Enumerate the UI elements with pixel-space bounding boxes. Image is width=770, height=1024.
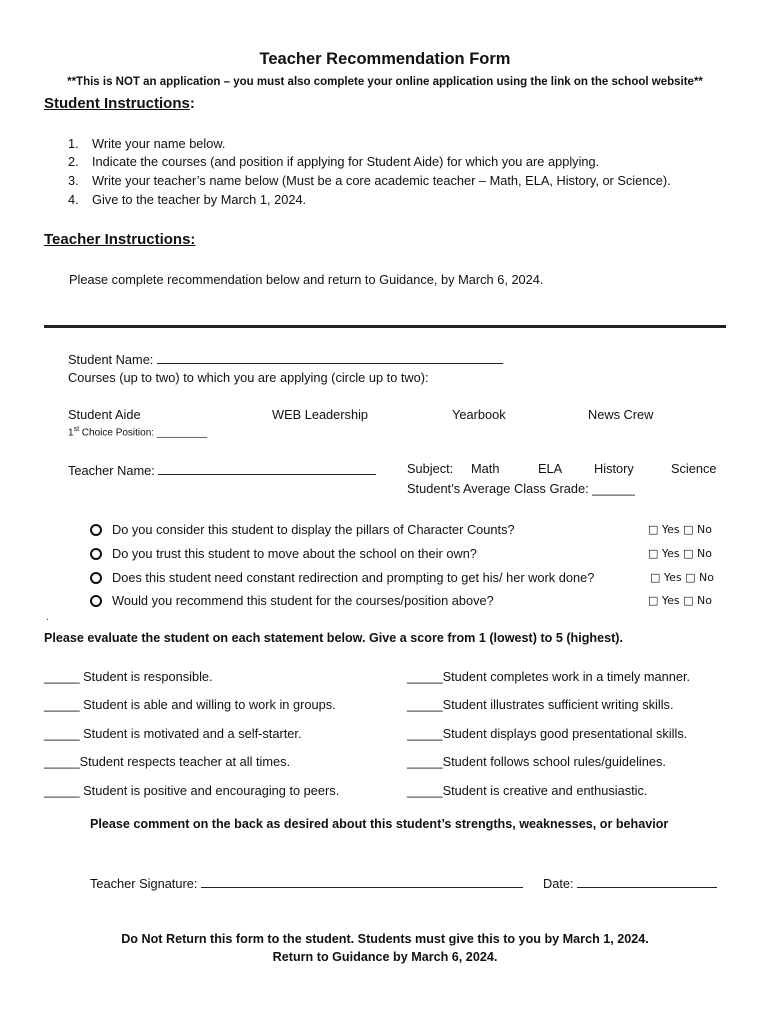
student-instruction-item: 2. Indicate the courses (and position if applying for Student Aide) for which you are applying. [68,154,600,169]
evaluation-item[interactable]: _____Student is creative and enthusiastic. [407,783,648,798]
date-field[interactable] [577,874,717,888]
course-option-news-crew[interactable]: News Crew [588,407,654,422]
date-label: Date: [543,876,574,891]
student-name-label: Student Name: [68,352,154,367]
footer-line-2: Return to Guidance by March 6, 2024. [272,950,498,964]
student-name-field[interactable] [157,350,503,364]
teacher-name-row [68,461,376,478]
student-name-row [68,350,503,367]
evaluation-item[interactable]: _____ Student is motivated and a self-starter. [44,726,302,741]
application-note: **This is NOT an application – you must also complete your online application using the link on the school website** [67,76,703,88]
question-row: Would you recommend this student for the courses/position above? [90,593,494,608]
bullet-icon [90,548,102,560]
form-title: Teacher Recommendation Form [259,50,511,68]
signature-label: Teacher Signature: [90,876,198,891]
yes-no-checkboxes[interactable]: □ Yes □ No [648,523,712,536]
bullet-icon [90,572,102,584]
evaluation-item[interactable]: _____Student respects teacher at all times. [44,754,291,769]
teacher-instructions-heading: Teacher Instructions: [44,231,196,248]
stray-dot: . [46,612,49,623]
comment-note: Please comment on the back as desired about this student’s strengths, weaknesses, or behavior [90,817,669,831]
section-divider [44,325,726,328]
first-choice-position: 1st Choice Position: _________ [68,426,207,439]
evaluation-item[interactable]: _____Student illustrates sufficient writing skills. [407,697,674,712]
yes-no-checkboxes[interactable]: □ Yes □ No [648,547,712,560]
student-instruction-item: 1. Write your name below. [68,136,226,151]
question-row: Do you consider this student to display the pillars of Character Counts? [90,522,515,537]
bullet-icon [90,524,102,536]
course-option-student-aide[interactable]: Student Aide [68,407,141,422]
signature-row [90,874,523,891]
student-instruction-item: 3. Write your teacher’s name below (Must be a core academic teacher – Math, ELA, History, or Science). [68,173,671,188]
student-instruction-item: 4. Give to the teacher by March 1, 2024. [68,192,307,207]
signature-field[interactable] [201,874,523,888]
teacher-name-field[interactable] [158,461,376,475]
subject-option-math[interactable]: Math [471,461,500,476]
evaluation-item[interactable]: _____ Student is positive and encouraging to peers. [44,783,340,798]
yes-no-checkboxes[interactable]: □ Yes □ No [650,571,714,584]
evaluation-item[interactable]: _____ Student is able and willing to work in groups. [44,697,336,712]
teacher-instructions-text: Please complete recommendation below and return to Guidance, by March 6, 2024. [69,272,544,287]
bullet-icon [90,595,102,607]
subject-label: Subject: [407,461,454,476]
question-row: Do you trust this student to move about the school on their own? [90,546,477,561]
subject-option-science[interactable]: Science [671,461,717,476]
evaluation-item[interactable]: _____Student completes work in a timely manner. [407,669,691,684]
course-option-yearbook[interactable]: Yearbook [452,407,506,422]
teacher-name-label: Teacher Name: [68,463,155,478]
date-row [543,874,717,891]
evaluation-item[interactable]: _____Student follows school rules/guidelines. [407,754,666,769]
evaluation-heading: Please evaluate the student on each statement below. Give a score from 1 (lowest) to 5 (highest). [44,631,623,645]
question-row: Does this student need constant redirection and prompting to get his/ her work done? [90,570,594,585]
average-grade-field[interactable]: Student’s Average Class Grade: ______ [407,481,635,496]
courses-label: Courses (up to two) to which you are applying (circle up to two): [68,370,429,385]
subject-option-history[interactable]: History [594,461,634,476]
evaluation-item[interactable]: _____Student displays good presentational skills. [407,726,688,741]
footer-line-1: Do Not Return this form to the student. Students must give this to you by March 1, 2024. [121,932,649,946]
yes-no-checkboxes[interactable]: □ Yes □ No [648,594,712,607]
student-instructions-heading: Student Instructions: [44,95,195,112]
evaluation-item[interactable]: _____ Student is responsible. [44,669,213,684]
course-option-web-leadership[interactable]: WEB Leadership [272,407,369,422]
subject-option-ela[interactable]: ELA [538,461,563,476]
